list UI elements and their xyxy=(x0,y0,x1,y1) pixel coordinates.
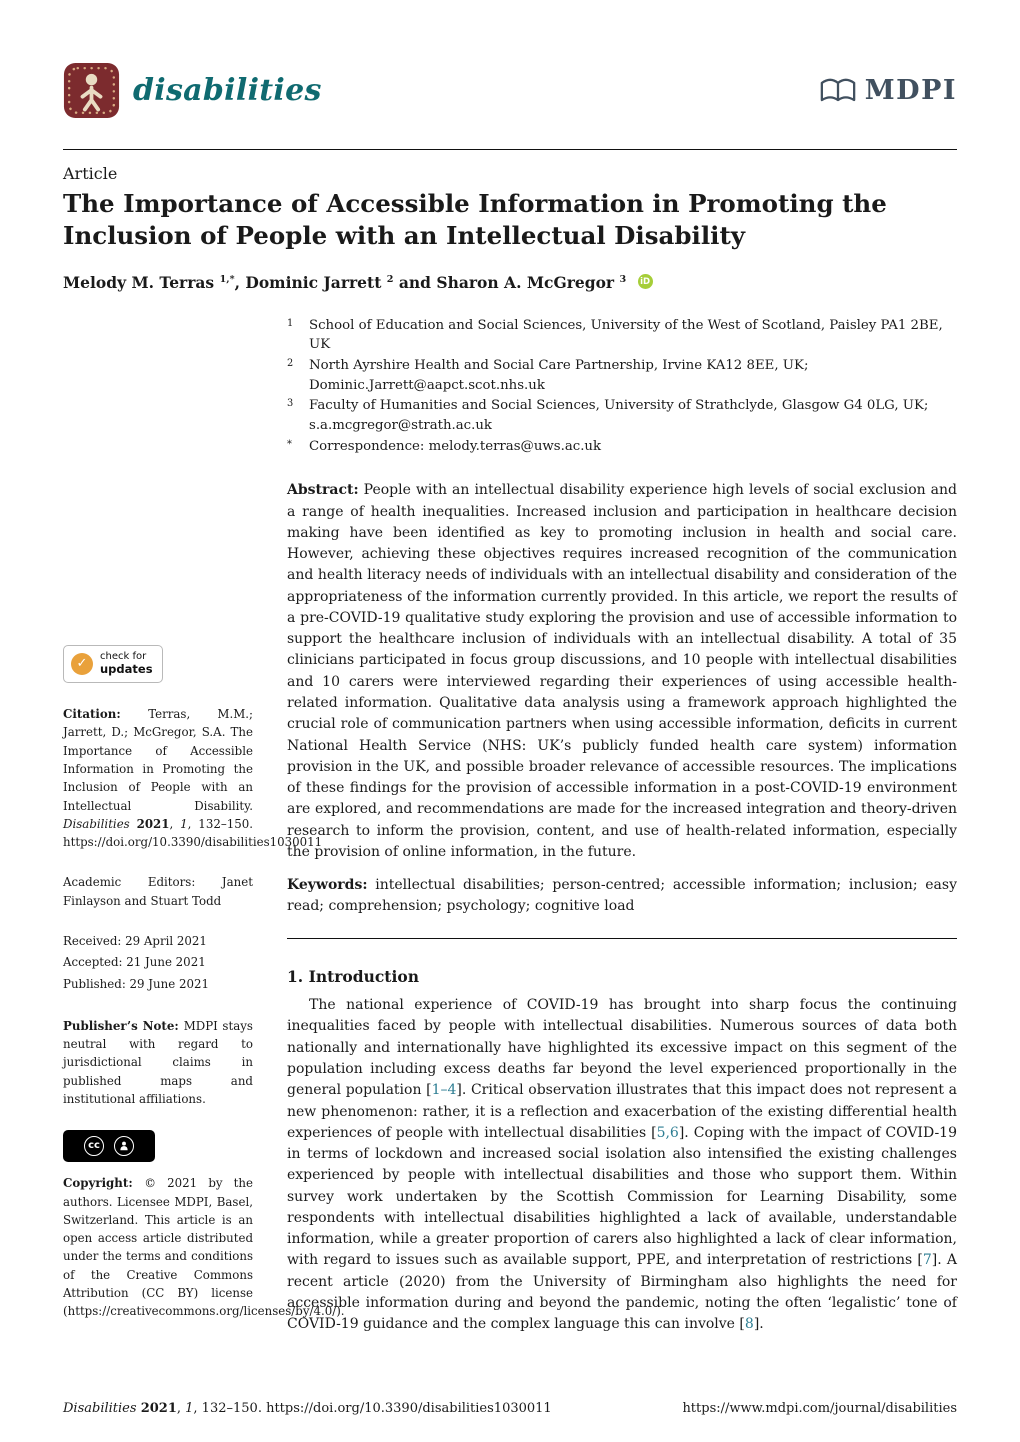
main-columns xyxy=(63,480,957,1342)
orcid-icon[interactable]: iD xyxy=(638,274,653,289)
received-date: Received: 29 April 2021 xyxy=(63,933,207,948)
disabilities-logo-icon xyxy=(63,62,120,119)
affiliation-number: 2 xyxy=(287,358,294,369)
updates-badge-text xyxy=(100,651,153,677)
reference-link[interactable]: 7 xyxy=(922,1252,932,1269)
abstract-text: People with an intellectual disability experience high levels of social exclusion and a range of health inequalities. Increased inclusion and participation in healthcare decision making have been identified as key to promoting inclusion in health and social care. However, achieving these objectives requires increased recognition of the communication and health literacy needs of individuals with an intellectual disability and consideration of the appropriateness of the information currently provided. In this article, we report the results of a pre-COVID-19 qualitative study exploring the provision and use of accessible information to support the healthcare inclusion of individuals with an intellectual disability. A total of 35 clinicians participated in focus group discussions, and 10 people with intellectual disabilities and 10 carers were interviewed regarding their experiences of using accessible health-related information. Qualitative data analysis using a framework approach highlighted the crucial role of communication partners when using accessible information, deficits in current National Health Service (NHS: UK’s publicly funded health care system) information provision in the UK, and possible broader relevance of accessible resources. The implications of these findings for the provision of accessible information in a post-COVID-19 environment are explored, and recommendations are made for the increased integration and theory-driven research to inform the provision, content, and use of health-related information, especially the provision of online information, in the future. xyxy=(287,482,958,860)
journal-header xyxy=(63,62,957,119)
academic-editors-text: Academic Editors: Janet Finlayson and Stuart Todd xyxy=(63,875,253,908)
affiliation-text: School of Education and Social Sciences, University of the West of Scotland, Paisley PA1 2BE, UK xyxy=(309,317,943,353)
copyright-text: Copyright: © 2021 by the authors. Licensee MDPI, Basel, Switzerland. This article is an open access article distributed under the terms and conditions of the Creative Commons Attribution (CC BY) license (https://creativecommons.org/licenses/by/4.0/). xyxy=(63,1176,345,1319)
keywords-label: Keywords: xyxy=(287,877,368,894)
reference-link[interactable]: 8 xyxy=(744,1316,754,1333)
footer-journal-url[interactable]: https://www.mdpi.com/journal/disabilities xyxy=(682,1401,957,1416)
mdpi-logo xyxy=(819,75,957,106)
journal-logo xyxy=(63,62,322,119)
check-for-updates-badge[interactable] xyxy=(63,645,163,683)
header-divider xyxy=(63,149,957,150)
publishers-note-text: Publisher’s Note: MDPI stays neutral with regard to jurisdictional claims in published maps and institutional affiliations. xyxy=(63,1018,253,1106)
correspondence-marker: * xyxy=(287,438,292,450)
reference-link[interactable]: 1–4 xyxy=(431,1082,457,1099)
keywords-paragraph xyxy=(287,875,957,918)
affiliation-row xyxy=(287,396,957,435)
authors-line xyxy=(63,273,957,292)
abstract-paragraph xyxy=(287,480,957,863)
updates-line2: updates xyxy=(100,662,153,677)
mdpi-book-icon xyxy=(819,75,857,106)
page-footer xyxy=(63,1395,957,1416)
section-divider xyxy=(287,938,957,939)
abstract-label: Abstract: xyxy=(287,482,359,499)
check-glyph: ✓ xyxy=(76,656,88,672)
article-type-label: Article xyxy=(63,164,118,183)
article-content xyxy=(287,480,957,1335)
paper-title: The Importance of Accessible Information in Promoting the Inclusion of People with an Intellectual Disability xyxy=(63,189,887,251)
affiliations-list xyxy=(287,316,957,457)
journal-name: disabilities xyxy=(133,73,322,108)
affiliation-number: 1 xyxy=(287,317,294,329)
article-dates xyxy=(63,932,253,993)
affiliation-row xyxy=(287,316,957,355)
affiliation-number: 3 xyxy=(287,398,294,410)
reference-link[interactable]: 5,6 xyxy=(656,1124,679,1141)
cc-icon: cc xyxy=(84,1136,104,1156)
accepted-date: Accepted: 21 June 2021 xyxy=(63,955,206,970)
introduction-heading: 1. Introduction xyxy=(287,966,419,986)
introduction-paragraph: The national experience of COVID-19 has brought into sharp focus the continuing inequalities faced by people with intellectual disabilities. Numerous sources of data both nationally and internationally have highlighted its excessive impact on this segment of the population including excess deaths far beyond the level experienced proportionally in the general population [1–4]. Critical observation illustrates that this impact does not represent a new phenomenon: rather, it is a reflection and exacerbation of the existing differential health experiences of people with intellectual disabilities [5,6]. Coping with the impact of COVID-19 in terms of lockdown and increased social isolation also intensified the existing challenges experienced by people with intellectual disabilities and those who support them. Within survey work undertaken by the Scottish Commission for Learning Disability, some respondents with intellectual disabilities highlighted a lack of available, understandable information, while a greater proportion of carers also highlighted a lack of clear information, with regard to issues such as available support, PPE, and interpretation of restrictions [7]. A recent article (2020) from the University of Birmingham also highlights the need for accessible information during and beyond the pandemic, noting the often ‘legalistic’ tone of COVID-19 guidance and the complex language this can involve [8]. xyxy=(287,997,957,1333)
affiliation-row xyxy=(287,356,957,395)
keywords-text: intellectual disabilities; person-centred; accessible information; inclusion; easy read; comprehension; psychology; cognitive load xyxy=(287,877,958,915)
updates-line1: check for xyxy=(100,651,147,663)
published-date: Published: 29 June 2021 xyxy=(63,976,209,991)
footer-citation: Disabilities 2021, 1, 132–150. https://doi.org/10.3390/disabilities1030011 xyxy=(63,1401,552,1416)
attribution-person-icon xyxy=(114,1136,134,1156)
cc-by-badge[interactable] xyxy=(63,1130,155,1162)
authors-text: Melody M. Terras $^{1,*}$, Dominic Jarrett $^2$ and Sharon A. McGregor $^3$ xyxy=(63,272,627,292)
affiliation-text: North Ayrshire Health and Social Care Partnership, Irvine KA12 8EE, UK; Dominic.Jarrett@aapct.scot.nhs.uk xyxy=(309,358,809,393)
mdpi-wordmark: MDPI xyxy=(864,75,957,106)
citation-text: Citation: Terras, M.M.; Jarrett, D.; McGregor, S.A. The Importance of Accessible Information in Promoting the Inclusion of People with an Intellectual Disability. Disabilities 2021, 1, 132–150. https://doi.org/10.3390/disabilities1030011 xyxy=(63,707,323,850)
affiliation-text: Faculty of Humanities and Social Sciences, University of Strathclyde, Glasgow G4 0LG, UK; s.a.mcgregor@strath.ac.uk xyxy=(309,398,929,434)
correspondence-text: Correspondence: melody.terras@uws.ac.uk xyxy=(309,438,602,454)
correspondence-row xyxy=(287,437,957,457)
update-check-icon xyxy=(71,653,93,675)
